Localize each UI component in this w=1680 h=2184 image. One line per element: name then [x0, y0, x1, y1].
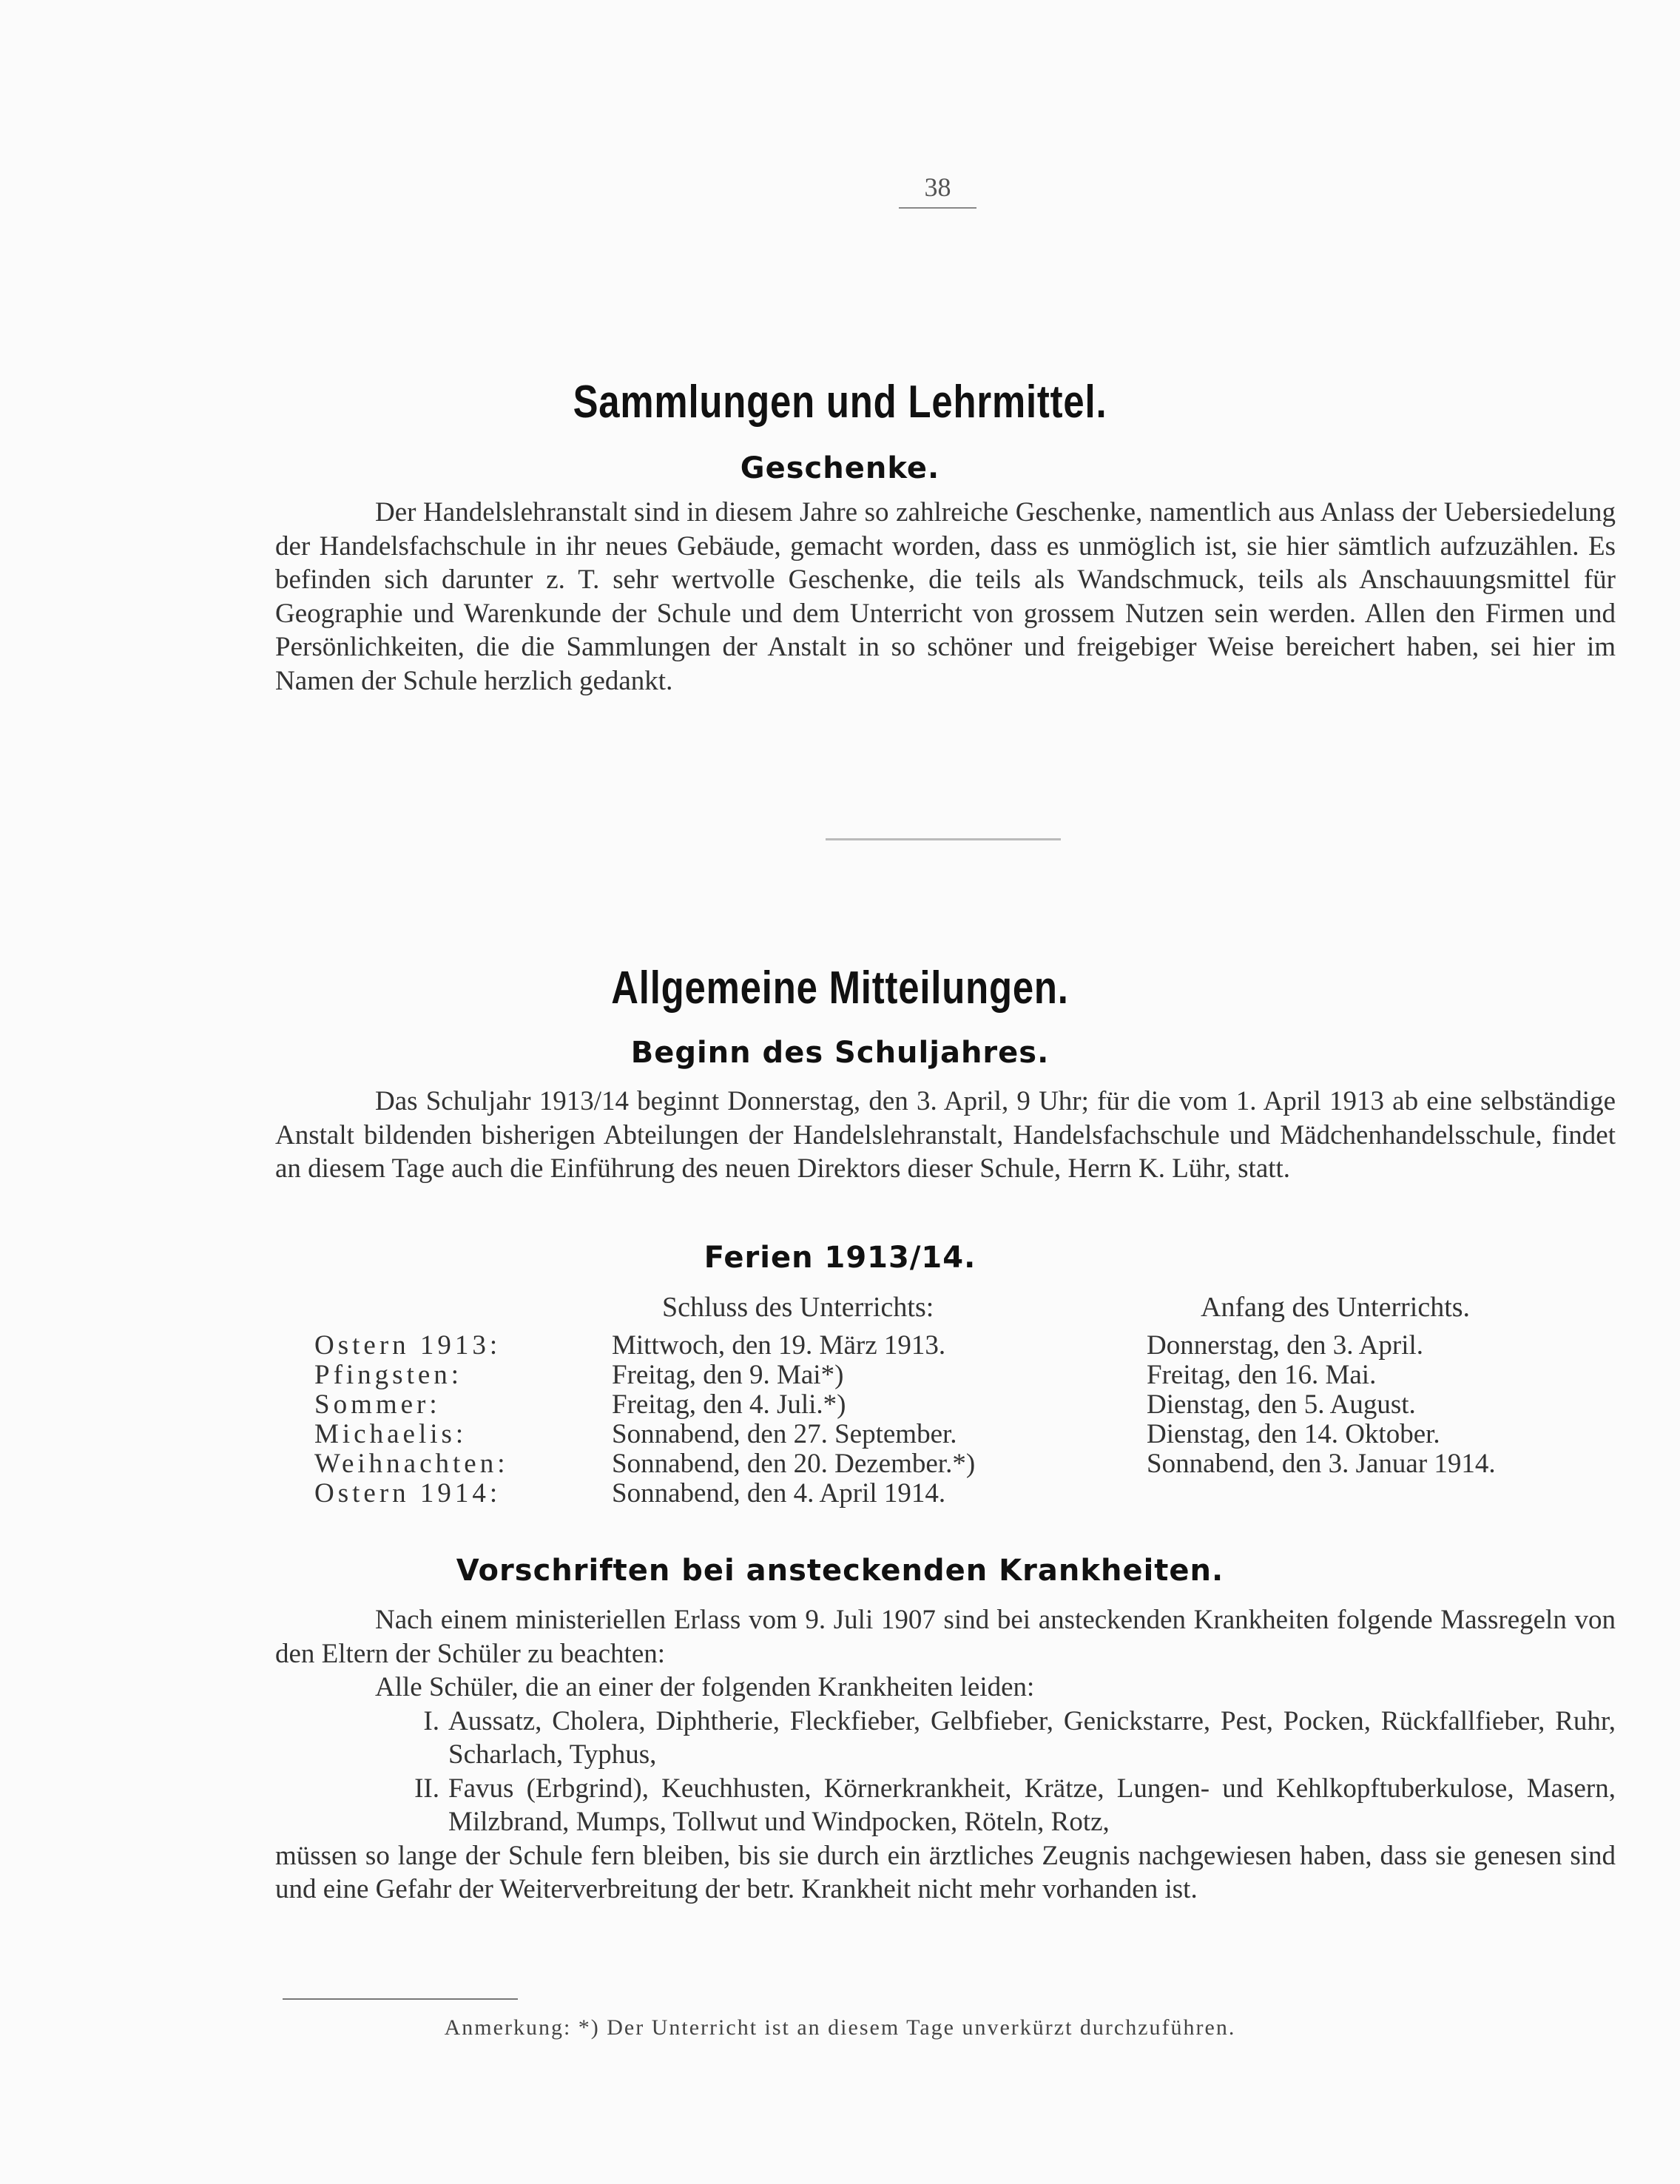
paragraph-schuljahr: [275, 1085, 1616, 1186]
ferien-end: Sonnabend, den 20. Dezember.*): [612, 1449, 976, 1479]
paragraph-geschenke: [275, 496, 1616, 698]
ferien-end: Sonnabend, den 4. April 1914.: [612, 1478, 946, 1509]
ferien-start: Sonnabend, den 3. Januar 1914.: [1147, 1449, 1496, 1479]
ferien-end: Freitag, den 9. Mai*): [612, 1360, 844, 1390]
vorschriften-body: [275, 1603, 1616, 1907]
ferien-end: Sonnabend, den 27. September.: [612, 1419, 957, 1449]
list-item-text: Favus (Erbgrind), Keuchhusten, Körnerkrankheit, Krätze, Lungen- und Kehlkopftuberkulose, Masern, Milzbrand, Mumps, Tollwut und Windpocken, Röteln, Rotz,: [448, 1773, 1616, 1837]
paragraph-geschenke-text: Der Handelslehranstalt sind in diesem Jahre so zahlreiche Geschenke, namentlich aus Anlass der Uebersiedelung der Handelsfachschule in ihr neues Gebäude, gemacht worden, dass es unmöglich ist, sie hier sämtlich aufzuzählen. Es befinden sich darunter z. T. sehr wertvolle Geschenke, die teils als Wandschmuck, teils als Anschauungsmittel für Geographie und Warenkunde der Schule und dem Unterricht von grossem Nutzen sein werden. Allen den Firmen und Persönlichkeiten, die die Sammlungen der Anstalt in so schöner und freigebiger Weise bereichert haben, sei hier im Namen der Schule herzlich gedankt.: [275, 497, 1616, 696]
subtitle-geschenke: Geschenke.: [740, 451, 940, 485]
ferien-name: Pfingsten:: [314, 1360, 463, 1390]
ferien-start: Freitag, den 16. Mai.: [1147, 1360, 1377, 1390]
list-item-text: Aussatz, Cholera, Diphtherie, Fleckfieber, Gelbfieber, Genickstarre, Pest, Pocken, Rückfallfieber, Ruhr, Scharlach, Typhus,: [448, 1705, 1616, 1770]
ferien-end: Mittwoch, den 19. März 1913.: [612, 1330, 946, 1361]
ferien-name: Michaelis:: [314, 1419, 468, 1449]
vorschriften-intro-text: Nach einem ministeriellen Erlass vom 9. Juli 1907 sind bei ansteckenden Krankheiten folgende Massregeln von den Eltern der Schüler zu beachten:: [275, 1605, 1616, 1669]
page-number: 38: [899, 172, 976, 209]
ferien-row: [314, 1389, 1631, 1418]
ferien-end: Freitag, den 4. Juli.*): [612, 1389, 846, 1420]
ferien-name: Sommer:: [314, 1389, 441, 1420]
ferien-table: [314, 1329, 1631, 1507]
list-item: [275, 1705, 1616, 1772]
section-divider: [826, 838, 1061, 840]
ferien-start: Dienstag, den 5. August.: [1147, 1389, 1416, 1420]
section-title-mitteilungen: Allgemeine Mitteilungen.: [611, 963, 1069, 1014]
ferien-start: Dienstag, den 14. Oktober.: [1147, 1419, 1440, 1449]
ferien-name: Ostern 1913:: [314, 1330, 502, 1361]
list-item: [275, 1772, 1616, 1839]
subtitle-schuljahr: Beginn des Schuljahres.: [630, 1036, 1050, 1070]
list-item-number: I.: [423, 1705, 439, 1736]
vorschriften-closing: müssen so lange der Schule fern bleiben, bis sie durch ein ärztliches Zeugnis nachgewiesen haben, dass sie genesen sind und eine Gefahr der Weiterverbreitung der betr. Krankheit nicht mehr vorhanden ist.: [275, 1840, 1616, 1904]
ferien-row: [314, 1418, 1631, 1448]
ferien-name: Ostern 1914:: [314, 1478, 502, 1509]
section-title-sammlungen: Sammlungen und Lehrmittel.: [573, 377, 1107, 428]
footnote: Anmerkung: *) Der Unterricht ist an diesem Tage unverkürzt durchzuführen.: [444, 2015, 1236, 2040]
ferien-name: Weihnachten:: [314, 1449, 509, 1479]
paragraph-schuljahr-text: Das Schuljahr 1913/14 beginnt Donnerstag, den 3. April, 9 Uhr; für die vom 1. April 1913 ab eine selbständige Anstalt bildenden bisherigen Abteilungen der Handelslehranstalt, Handelsfachschule und Mädchenhandelsschule, findet an diesem Tage auch die Einführung des neuen Direktors dieser Schule, Herrn K. Lühr, statt.: [275, 1086, 1616, 1184]
ferien-header-anfang: Anfang des Unterrichts.: [1201, 1292, 1471, 1323]
ferien-header-schluss: Schluss des Unterrichts:: [662, 1292, 934, 1323]
ferien-row: [314, 1329, 1631, 1359]
ferien-start: Donnerstag, den 3. April.: [1147, 1330, 1424, 1361]
ferien-row: [314, 1359, 1631, 1389]
ferien-title: Ferien 1913/14.: [704, 1241, 976, 1275]
vorschriften-title: Vorschriften bei ansteckenden Krankheiten.: [456, 1554, 1224, 1588]
vorschriften-lead: Alle Schüler, die an einer der folgenden Krankheiten leiden:: [375, 1672, 1035, 1702]
ferien-row: [314, 1477, 1631, 1507]
footnote-rule: [283, 1998, 518, 2000]
ferien-row: [314, 1448, 1631, 1477]
vorschriften-intro: [275, 1603, 1616, 1671]
list-item-number: II.: [414, 1773, 439, 1804]
